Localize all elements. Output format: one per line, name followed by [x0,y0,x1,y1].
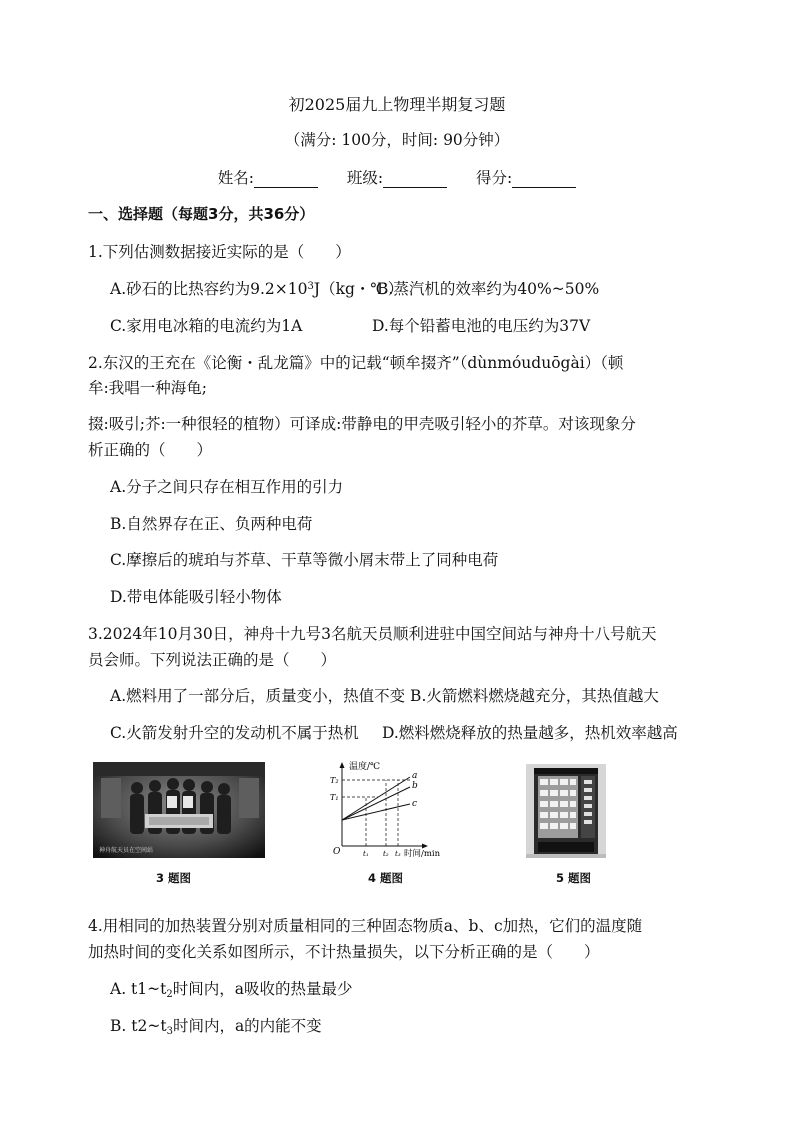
astronaut-photo-image [93,762,265,858]
y-axis-label: 温度/℃ [349,762,381,772]
score-field[interactable] [476,166,576,188]
temperature-time-graph [326,760,476,860]
x-axis-label: 时间/min [404,849,441,859]
exam-subtitle: （满分: 100分，时间: 90分钟） [284,131,510,149]
line-a [342,777,410,820]
tick3-label: t₃ [395,850,401,858]
line-c [342,804,410,820]
q2-option-d: D.带电体能吸引轻小物体 [110,588,282,606]
fig3-watermark: 神舟航天员在空间站 [99,847,154,854]
y-axis-arrow [340,762,345,768]
q4-stem-2: 加热时间的变化关系如图所示，不计热量损失，以下分析正确的是（ ） [88,943,600,961]
q4-stem-1: 4.用相同的加热装置分别对质量相同的三种固态物质a、b、c加热，它们的温度随 [88,917,643,935]
student-info-line [0,166,794,188]
section-heading: 一、选择题（每题3分，共36分） [88,205,315,223]
q4-option-a: A. $t1\sim t_2$时间内，a吸收的热量最少 [110,980,353,1000]
line-c-label: c [412,799,418,809]
q3-stem-2: 员会师。下列说法正确的是（ ） [88,651,337,669]
q2-stem-2: 牟:我唱一种海龟; [88,379,207,397]
class-blank[interactable] [383,173,447,188]
q1-option-c: C.家用电冰箱的电流约为1A [110,317,303,335]
class-field[interactable] [347,166,447,188]
vending-machine-image [526,764,606,858]
name-label: 姓名: [217,169,254,187]
line-a-label: a [412,771,418,781]
q2-stem-4: 析正确的（ ） [88,441,213,459]
t2-label: T₂ [330,776,339,785]
q3-option-ab: A.燃料用了一部分后，质量变小，热值不变 B.火箭燃料燃烧越充分，其热值越大 [110,687,659,705]
fig5-caption: 5 题图 [556,871,592,885]
line-b [342,787,410,820]
q2-option-b: B.自然界存在正、负两种电荷 [110,515,313,533]
exam-title: 初2025届九上物理半期复习题 [288,95,506,114]
fig3-caption: 3 题图 [156,871,192,885]
tick1-label: t₁ [363,850,369,858]
q2-stem-1: 2.东汉的王充在《论衡・乱龙篇》中的记载“顿牟掇齐”（dùnmóuduōgài）（顿 [88,354,624,372]
q3-stem-1: 3.2024年10月30日，神舟十九号3名航天员顺利进驻中国空间站与神舟十八号航天 [88,625,657,643]
name-blank[interactable] [254,173,318,188]
class-label: 班级: [346,169,384,187]
q2-option-a: A.分子之间只存在相互作用的引力 [110,478,344,496]
fig3-astronaut-photo [93,762,265,858]
fig5-vending-machine [526,764,606,858]
q1-option-a: A.砂石的比热容约为$9.2\times 10^3J(kg$・℃） [110,280,404,298]
score-label: 得分: [476,169,513,187]
x-axis-arrow [422,844,428,849]
t1-label: T₁ [330,793,339,802]
fig4-caption: 4 题图 [368,871,404,885]
fig4-graph [326,760,476,860]
line-b-label: b [412,781,418,791]
q2-option-c: C.摩擦后的琥珀与芥草、干草等微小屑末带上了同种电荷 [110,551,499,569]
q1-option-b: B.蒸汽机的效率约为40%~50% [377,280,600,298]
q3-option-c: C.火箭发射升空的发动机不属于热机 [110,724,359,742]
score-blank[interactable] [512,173,576,188]
q3-option-d: D.燃料燃烧释放的热量越多，热机效率越高 [382,724,678,742]
q1-stem: 1.下列估测数据接近实际的是（ ） [88,243,351,261]
q4-option-b: B. $t2\sim t_3$时间内，a的内能不变 [110,1017,322,1037]
q2-stem-3: 掇:吸引;芥:一种很轻的植物）可译成:带静电的甲壳吸引轻小的芥草。对该现象分 [88,415,636,433]
origin-label: O [333,847,341,857]
tick2-label: t₂ [383,850,389,858]
name-field[interactable] [218,166,318,188]
q1-option-d: D.每个铅蓄电池的电压约为37V [372,317,591,335]
